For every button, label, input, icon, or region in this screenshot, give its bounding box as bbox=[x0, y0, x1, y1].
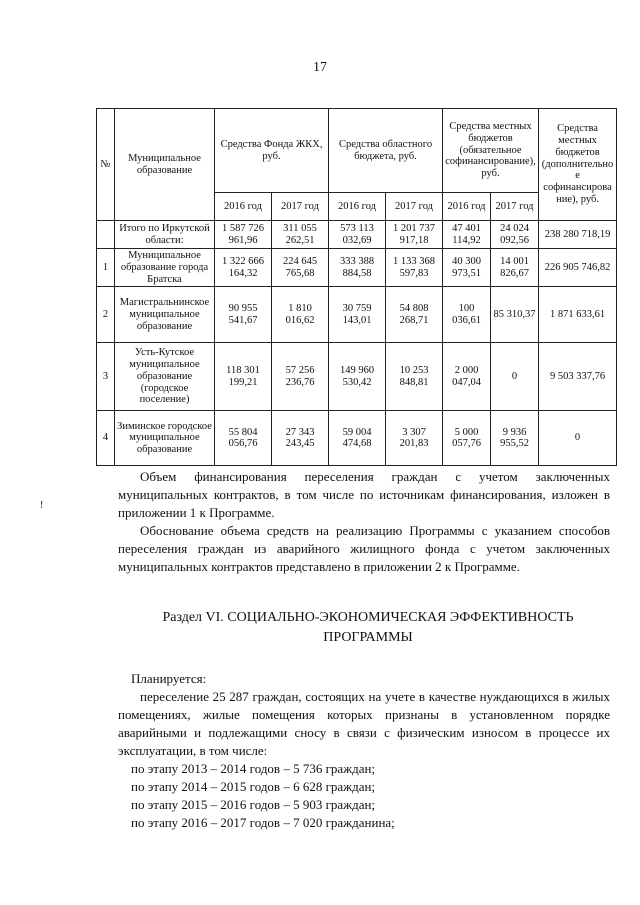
stage-item: по этапу 2015 – 2016 годов – 5 903 граждан; bbox=[131, 797, 376, 812]
margin-mark: ! bbox=[40, 500, 44, 511]
row-name: Муниципальное образование города Братска bbox=[115, 249, 215, 287]
cell-local-2017: 14 001 826,67 bbox=[491, 249, 539, 287]
table-row bbox=[97, 411, 617, 466]
cell-local-2016: 2 000 047,04 bbox=[443, 343, 491, 411]
header-year: 2016 год bbox=[329, 193, 386, 221]
header-year: 2017 год bbox=[491, 193, 539, 221]
header-regional: Средства областного бюджета, руб. bbox=[329, 109, 443, 193]
resettlement-paragraph: переселение 25 287 граждан, состоящих на учете в качестве нуждающихся в жилых помещениях, жилые помещения которых признаны в установленном порядке аварийными и подлежащими сносу в связи с физическим износом в процессе их эксплуатации, в том числе: bbox=[118, 689, 610, 758]
cell-fund-2017: 1 810 016,62 bbox=[272, 287, 329, 343]
cell-local-2017: 85 310,37 bbox=[491, 287, 539, 343]
cell-regional-2017: 54 808 268,71 bbox=[386, 287, 443, 343]
header-year: 2016 год bbox=[443, 193, 491, 221]
stage-item: по этапу 2016 – 2017 годов – 7 020 гражданина; bbox=[131, 815, 395, 830]
header-fund: Средства Фонда ЖКХ, руб. bbox=[215, 109, 329, 193]
row-name: Магистральнинское муниципальное образование bbox=[115, 287, 215, 343]
row-name: Усть-Кутское муниципальное образование (городское поселение) bbox=[115, 343, 215, 411]
section-title: Раздел VI. СОЦИАЛЬНО-ЭКОНОМИЧЕСКАЯ ЭФФЕКТИВНОСТЬ bbox=[162, 610, 574, 625]
cell-regional-2017: 1 133 368 597,83 bbox=[386, 249, 443, 287]
row-num bbox=[97, 221, 115, 249]
header-year: 2017 год bbox=[386, 193, 443, 221]
cell-regional-2016: 30 759 143,01 bbox=[329, 287, 386, 343]
cell-fund-2017: 27 343 243,45 bbox=[272, 411, 329, 466]
header-municipality: Муниципальное образование bbox=[115, 109, 215, 221]
stage-item: по этапу 2014 – 2015 годов – 6 628 граждан; bbox=[131, 779, 376, 794]
cell-fund-2016: 90 955 541,67 bbox=[215, 287, 272, 343]
cell-regional-2016: 59 004 474,68 bbox=[329, 411, 386, 466]
cell-regional-2017: 3 307 201,83 bbox=[386, 411, 443, 466]
header-year: 2017 год bbox=[272, 193, 329, 221]
row-name: Зиминское городское муниципальное образование bbox=[115, 411, 215, 466]
financing-paragraph: Объем финансирования переселения граждан с учетом заключенных муниципальных контрактов, в том числе по источникам финансирования, изложен в приложении 1 к Программе. bbox=[118, 469, 610, 520]
planned-label: Планируется: bbox=[131, 671, 207, 686]
cell-local-2017: 24 024 092,56 bbox=[491, 221, 539, 249]
page-number: 17 bbox=[313, 60, 327, 75]
header-local-mandatory: Средства местных бюджетов (обязательное софинансирование), руб. bbox=[443, 109, 539, 193]
table-row bbox=[97, 221, 617, 249]
cell-local-2017: 9 936 955,52 bbox=[491, 411, 539, 466]
cell-fund-2016: 55 804 056,76 bbox=[215, 411, 272, 466]
cell-regional-2016: 573 113 032,69 bbox=[329, 221, 386, 249]
row-name: Итого по Иркутской области: bbox=[115, 221, 215, 249]
cell-regional-2017: 10 253 848,81 bbox=[386, 343, 443, 411]
table-row bbox=[97, 287, 617, 343]
table-row bbox=[97, 343, 617, 411]
cell-local-additional: 238 280 718,19 bbox=[539, 221, 617, 249]
cell-local-additional: 9 503 337,76 bbox=[539, 343, 617, 411]
cell-local-additional: 1 871 633,61 bbox=[539, 287, 617, 343]
cell-regional-2017: 1 201 737 917,18 bbox=[386, 221, 443, 249]
cell-fund-2016: 1 322 666 164,32 bbox=[215, 249, 272, 287]
row-num: 1 bbox=[97, 249, 115, 287]
financing-table bbox=[96, 108, 617, 466]
cell-local-additional: 226 905 746,82 bbox=[539, 249, 617, 287]
header-num: № bbox=[97, 109, 115, 221]
cell-fund-2017: 311 055 262,51 bbox=[272, 221, 329, 249]
cell-fund-2017: 57 256 236,76 bbox=[272, 343, 329, 411]
cell-local-additional: 0 bbox=[539, 411, 617, 466]
section-title-continued: ПРОГРАММЫ bbox=[323, 630, 413, 645]
row-num: 3 bbox=[97, 343, 115, 411]
cell-local-2016: 47 401 114,92 bbox=[443, 221, 491, 249]
cell-fund-2017: 224 645 765,68 bbox=[272, 249, 329, 287]
cell-local-2016: 5 000 057,76 bbox=[443, 411, 491, 466]
header-year: 2016 год bbox=[215, 193, 272, 221]
cell-regional-2016: 333 388 884,58 bbox=[329, 249, 386, 287]
row-num: 2 bbox=[97, 287, 115, 343]
justification-paragraph: Обоснование объема средств на реализацию Программы с указанием способов переселения граждан из аварийного жилищного фонда с учетом заключенных муниципальных контрактов представлено в приложении 2 к Программе. bbox=[118, 523, 610, 574]
cell-fund-2016: 1 587 726 961,96 bbox=[215, 221, 272, 249]
cell-local-2017: 0 bbox=[491, 343, 539, 411]
header-local-additional: Средства местных бюджетов (дополнительное софинансирование), руб. bbox=[539, 109, 617, 221]
cell-fund-2016: 118 301 199,21 bbox=[215, 343, 272, 411]
stage-item: по этапу 2013 – 2014 годов – 5 736 граждан; bbox=[131, 761, 376, 776]
table-row bbox=[97, 249, 617, 287]
row-num: 4 bbox=[97, 411, 115, 466]
cell-local-2016: 100 036,61 bbox=[443, 287, 491, 343]
cell-local-2016: 40 300 973,51 bbox=[443, 249, 491, 287]
cell-regional-2016: 149 960 530,42 bbox=[329, 343, 386, 411]
